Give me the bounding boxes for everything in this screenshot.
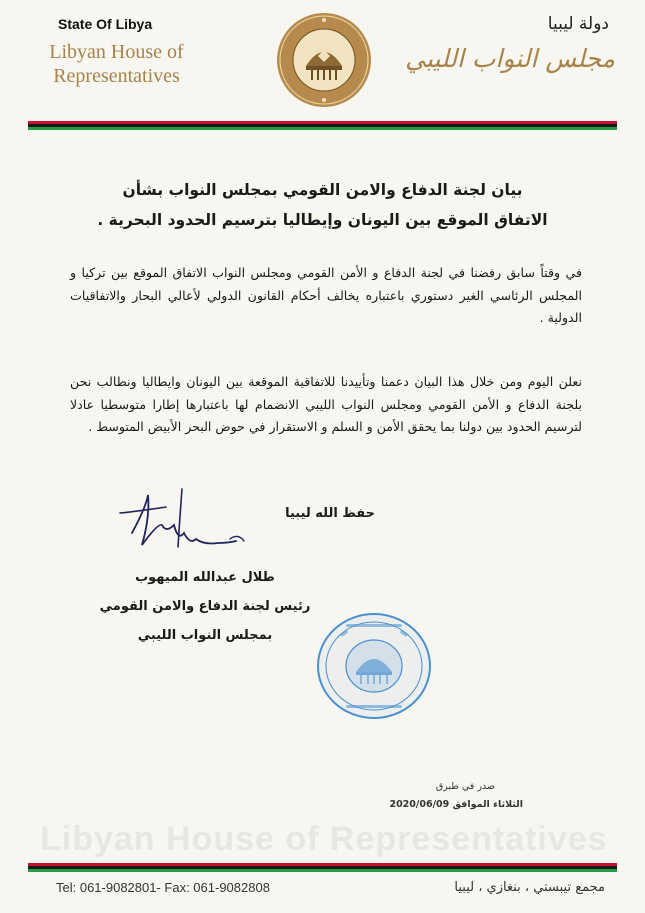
issued-date: الثلاثاء الموافق 2020/06/09 <box>389 799 523 810</box>
closing-line: حفظ الله ليبيا <box>285 506 375 521</box>
body-paragraph-2: نعلن اليوم ومن خلال هذا البيان دعمنا وتأييدنا للاتفاقية الموقعة بين اليونان وايطاليا ونطالب نحن بلجنة الدفاع و الأمن القومي ومجلس النواب الليبي الانضمام لها باعتبارها إطارا متوسطيا عادلا لترسيم الحدود بين دولنا بما يحقق الأمن و السلم و الاستقرار في حوض البحر الأبيض المتوسط . <box>70 374 582 434</box>
house-name-en-line1: Libyan House of <box>49 41 184 63</box>
signatory-role-line1: رئيس لجنة الدفاع والامن القومي <box>99 599 311 614</box>
house-emblem-logo <box>276 12 372 108</box>
footer-contact: Tel: 061-9082801- Fax: 061-9082808 <box>56 880 270 895</box>
state-of-libya-en: State Of Libya <box>58 16 153 32</box>
footer-address: مجمع تيبستي ، بنغازي ، ليبيا <box>454 880 605 895</box>
handwritten-signature <box>118 485 258 565</box>
signatory-name: طلال عبدالله الميهوب <box>135 570 275 585</box>
state-of-libya-ar: دولة ليبيا <box>547 14 609 34</box>
issued-place: صدر في طبرق <box>435 781 495 792</box>
house-name-en <box>34 40 199 88</box>
statement-title-line2: الاتفاق الموقع بين اليونان وإيطاليا بترسيم الحدود البحرية . <box>97 211 548 229</box>
house-name-ar: مجلس النواب الليبي <box>405 44 615 73</box>
footer-stripe-green <box>28 869 617 872</box>
house-name-en-line2: Representatives <box>53 65 180 87</box>
signatory-role-line2: بمجلس النواب الليبي <box>137 628 273 643</box>
flag-stripe-green <box>28 127 617 130</box>
statement-title-line1: بيان لجنة الدفاع والامن القومي بمجلس النواب بشأن <box>122 181 523 199</box>
body-paragraph-1: في وقتاً سابق رفضنا في لجنة الدفاع و الأمن القومي ومجلس النواب الاتفاق الموقع بين تركيا و المجلس الرئاسي الغير دستوري باعتباره يخالف أحكام القانون الدولي لأعالي البحار والاتفاقيات الدولية . <box>70 265 582 325</box>
watermark-text: Libyan House of Representatives <box>40 820 608 858</box>
official-stamp <box>316 612 432 720</box>
